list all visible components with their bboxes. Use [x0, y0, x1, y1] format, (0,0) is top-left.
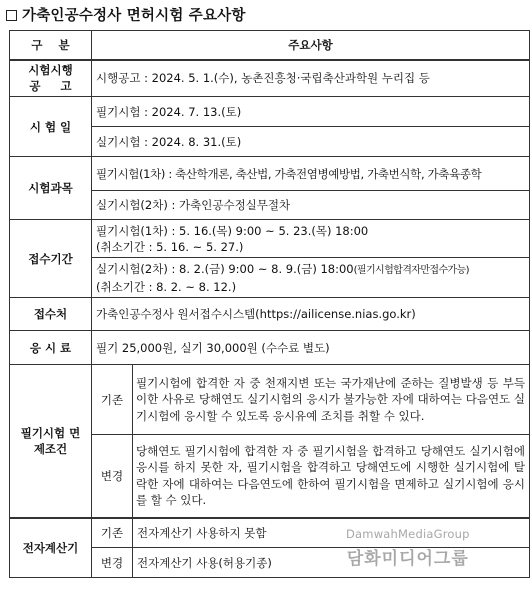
- application-practical-note: (필기시험합격자만접수가능): [353, 264, 469, 276]
- header-details: 주요사항: [92, 31, 530, 60]
- row-fee: [10, 331, 530, 365]
- label-announcement: 시험시행 공 고: [10, 60, 92, 97]
- calculator-changed-text: 전자계산기 사용(허용기종): [133, 548, 530, 578]
- subjects-practical: 실기시험(2차) : 가축인공수정실무절차: [92, 191, 530, 220]
- document-title: 가축인공수정사 면허시험 주요사항: [6, 4, 246, 26]
- label-office: 접수처: [10, 298, 92, 331]
- exemption-existing-label: 기존: [92, 365, 133, 435]
- announcement-text: 시행공고 : 2024. 5. 1.(수), 농촌진흥청·국립축산과학원 누리집 등: [92, 60, 530, 97]
- row-exam-date-written: [10, 97, 530, 127]
- label-exam-date: 시 험 일: [10, 97, 92, 157]
- office-text: 가축인공수정사 원서접수시스템(https://ailicense.nias.go.kr): [92, 298, 530, 331]
- subjects-written: 필기시험(1차) : 축산학개론, 축산법, 가축전염병예방법, 가축번식학, 가축육종학: [92, 157, 530, 191]
- calculator-existing-label: 기존: [92, 518, 133, 548]
- table-header-row: [10, 31, 530, 60]
- row-office: [10, 298, 530, 331]
- exam-date-written: 필기시험 : 2024. 7. 13.(토): [92, 97, 530, 127]
- exam-info-table: [9, 30, 530, 578]
- watermark-english: DamwahMediaGroup: [346, 527, 470, 541]
- application-practical-cancel: (취소기간 : 8. 2. ~ 8. 12.): [96, 279, 237, 294]
- exemption-existing-text: 필기시험에 합격한 자 중 천재지변 또는 국가재난에 준하는 질병발생 등 부득이한 사유로 당해연도 실기시험의 응시가 불가능한 자에 대하여는 다음연도 실기시험에 응시할 수 있도록 응시유예 조치를 취할 수 있다.: [133, 365, 530, 435]
- row-exemption-existing: [10, 365, 530, 435]
- header-category: 구 분: [10, 31, 92, 60]
- application-practical-cell: [92, 258, 530, 298]
- application-written-cancel: (취소기간 : 5. 16. ~ 5. 27.): [96, 239, 244, 254]
- watermark-korean: 담화미디어그룹: [346, 549, 469, 569]
- calculator-existing-text: 전자계산기 사용하지 못함: [133, 518, 530, 548]
- row-calculator-existing: [10, 518, 530, 548]
- row-application-written: [10, 220, 530, 258]
- application-written: 필기시험(1차) : 5. 16.(목) 9:00 ~ 5. 23.(목) 18:00: [96, 223, 369, 238]
- exemption-changed-label: 변경: [92, 435, 133, 518]
- application-written-cell: [92, 220, 530, 258]
- label-application: 접수기간: [10, 220, 92, 298]
- exam-date-practical: 실기시험 : 2024. 8. 31.(토): [92, 127, 530, 157]
- checkbox-square-icon: [6, 10, 17, 21]
- calculator-changed-label: 변경: [92, 548, 133, 578]
- label-fee: 응 시 료: [10, 331, 92, 365]
- fee-text: 필기 25,000원, 실기 30,000원 (수수료 별도): [92, 331, 530, 365]
- application-practical: 실기시험(2차) : 8. 2.(금) 9:00 ~ 8. 9.(금) 18:00: [96, 261, 354, 276]
- label-calculator: 전자계산기: [10, 518, 92, 578]
- label-subjects: 시험과목: [10, 157, 92, 220]
- label-exemption: 필기시험 면 제조건: [10, 365, 92, 518]
- row-subjects-written: [10, 157, 530, 191]
- exemption-changed-text: 당해연도 필기시험에 합격한 자 중 필기시험을 합격하고 당해연도 실기시험에 응시를 하지 못한 자, 필기시험을 합격하고 당해연도에 시행한 실기시험에 탈락한 자에 대하여는 다음연도에 한하여 필기시험을 면제하고 실기시험에 응시를 할 수 있다.: [133, 435, 530, 518]
- row-announcement: [10, 60, 530, 97]
